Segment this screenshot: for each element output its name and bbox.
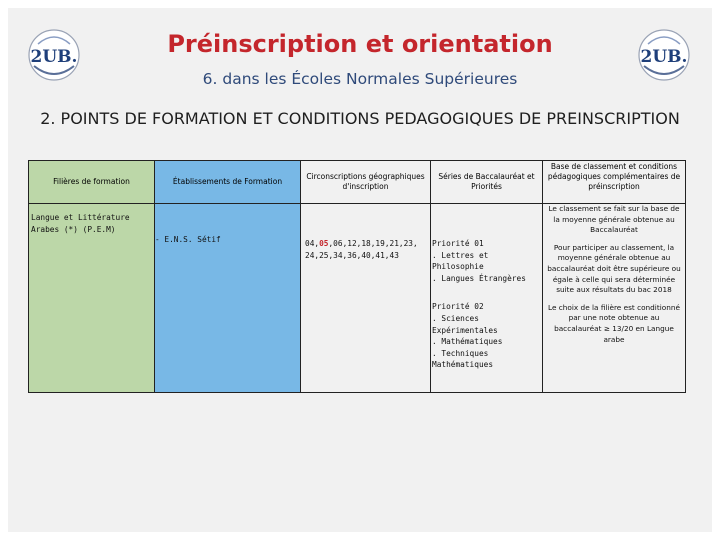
table-header-row bbox=[29, 161, 686, 204]
logo-text: 2UB. bbox=[30, 47, 78, 67]
filiere-cell: Langue et Littérature Arabes (*) (P.E.M) bbox=[29, 204, 155, 393]
header-cell: Séries de Baccalauréat et Priorités bbox=[431, 161, 543, 204]
header-cell: Circonscriptions géographiques d'inscription bbox=[301, 161, 431, 204]
circonscriptions-cell: 04,05,06,12,18,19,21,23, 24,25,34,36,40,41,43 bbox=[301, 204, 431, 393]
header-cell: Base de classement et conditions pédagogiques complémentaires de préinscription bbox=[543, 161, 686, 204]
etablissement-cell: - E.N.S. Sétif bbox=[155, 204, 301, 393]
page-subtitle: 6. dans les Écoles Normales Supérieures bbox=[202, 70, 518, 88]
header-cell: Filières de formation bbox=[29, 161, 155, 204]
base-classement-cell: Le classement se fait sur la base de la moyenne générale obtenue au Baccalauréat Pour participer au classement, la moyenne générale obtenue au baccalauréat doit être supérieure ou égale à celle qui sera déterminée suite aux résultats du bac 2018 Le choix de la filière est conditionné par une note obtenue au baccalauréat ≥ 13/20 en Langue arabe bbox=[543, 204, 686, 393]
table-row bbox=[29, 204, 686, 393]
series-cell: Priorité 01 . Lettres et Philosophie . Langues Étrangères Priorité 02 . Sciences Expérimentales . Mathématiques . Techniques Mathématiques bbox=[431, 204, 543, 393]
logo-text: 2UB. bbox=[640, 47, 688, 67]
section-title: 2. POINTS DE FORMATION ET CONDITIONS PEDAGOGIQUES DE PREINSCRIPTION bbox=[40, 109, 680, 128]
page-title: Préinscription et orientation bbox=[167, 30, 553, 58]
header-cell: Établissements de Formation bbox=[155, 161, 301, 204]
formation-table bbox=[28, 160, 686, 393]
